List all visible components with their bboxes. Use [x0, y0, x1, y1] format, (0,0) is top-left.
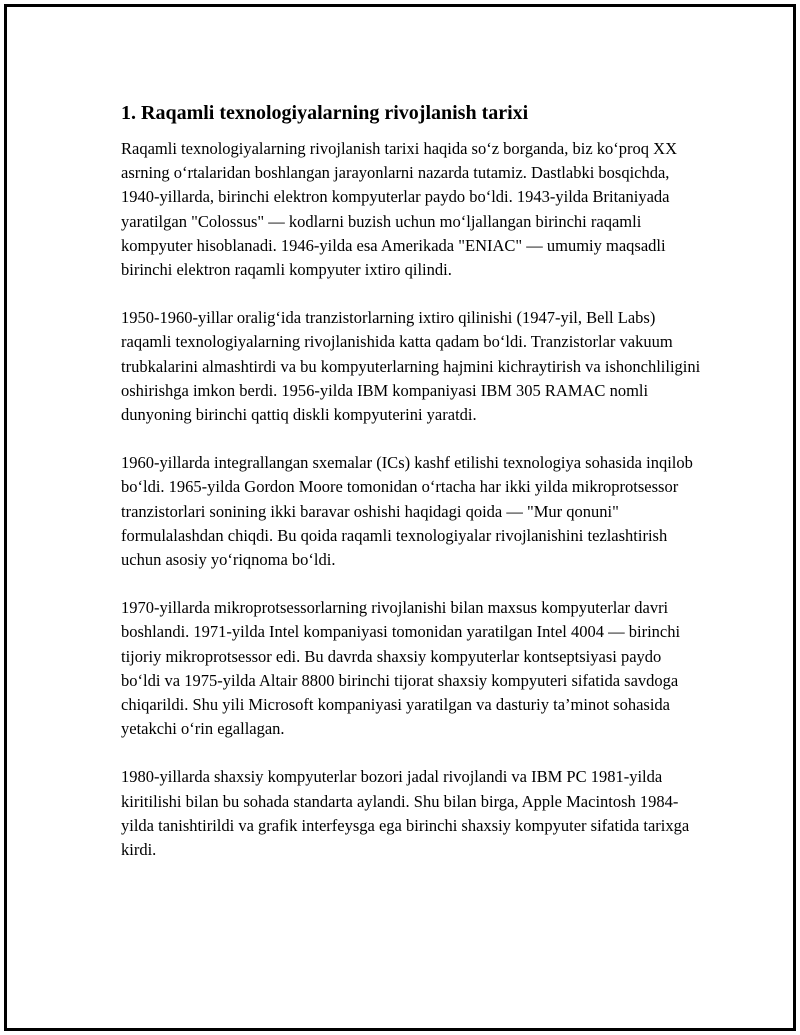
- paragraph-1950s: 1950-1960-yillar oralig‘ida tranzistorlarning ixtiro qilinishi (1947-yil, Bell Labs) raqamli texnologiyalarning rivojlanishida katta qadam bo‘ldi. Tranzistorlar vakuum trubkalarini almashtirdi va bu kompyuterlarning hajmini kichraytirish va ishonchliligini oshirishga imkon berdi. 1956-yilda IBM kompaniyasi IBM 305 RAMAC nomli dunyoning birinchi qattiq diskli kompyuterini yaratdi.: [121, 308, 701, 425]
- document-body: [121, 99, 701, 886]
- paragraph-1980s: 1980-yillarda shaxsiy kompyuterlar bozori jadal rivojlandi va IBM PC 1981-yilda kiritilishi bilan bu sohada standarta aylandi. Shu bilan birga, Apple Macintosh 1984-yilda tanishtirildi va grafik interfeysga ega birinchi shaxsiy kompyuter sifatida tarixga kirdi.: [121, 767, 690, 860]
- section-title: 1. Raqamli texnologiyalarning rivojlanish tarixi: [121, 102, 529, 124]
- page-frame: [4, 4, 796, 1031]
- paragraph-1970s: 1970-yillarda mikroprotsessorlarning rivojlanishi bilan maxsus kompyuterlar davri boshlandi. 1971-yilda Intel kompaniyasi tomonidan yaratilgan Intel 4004 — birinchi tijoriy mikroprotsessor edi. Bu davrda shaxsiy kompyuterlar kontseptsiyasi paydo bo‘ldi va 1975-yilda Altair 8800 birinchi tijorat shaxsiy kompyuteri sifatida savdoga chiqarildi. Shu yili Microsoft kompaniyasi yaratilgan va dasturiy ta’minot sohasida yetakchi o‘rin egallagan.: [121, 598, 681, 739]
- paragraph-1960s: 1960-yillarda integrallangan sxemalar (ICs) kashf etilishi texnologiya sohasida inqilob bo‘ldi. 1965-yilda Gordon Moore tomonidan o‘rtacha har ikki yilda mikroprotsessor tranzistorlari sonining ikki baravar oshishi haqidagi qoida — "Mur qonuni" formulalashdan chiqdi. Bu qoida raqamli texnologiyalar rivojlanishini tezlashtirish uchun asosiy yo‘riqnoma bo‘ldi.: [121, 453, 693, 570]
- paragraph-1940s: Raqamli texnologiyalarning rivojlanish tarixi haqida so‘z borganda, biz ko‘proq XX asrning o‘rtalaridan boshlangan jarayonlarni nazarda tutamiz. Dastlabki bosqichda, 1940-yillarda, birinchi elektron kompyuterlar paydo bo‘ldi. 1943-yilda Britaniyada yaratilgan "Colossus" — kodlarni buzish uchun mo‘ljallangan birinchi raqamli kompyuter hisoblanadi. 1946-yilda esa Amerikada "ENIAC" — umumiy maqsadli birinchi elektron raqamli kompyuter ixtiro qilindi.: [121, 139, 677, 280]
